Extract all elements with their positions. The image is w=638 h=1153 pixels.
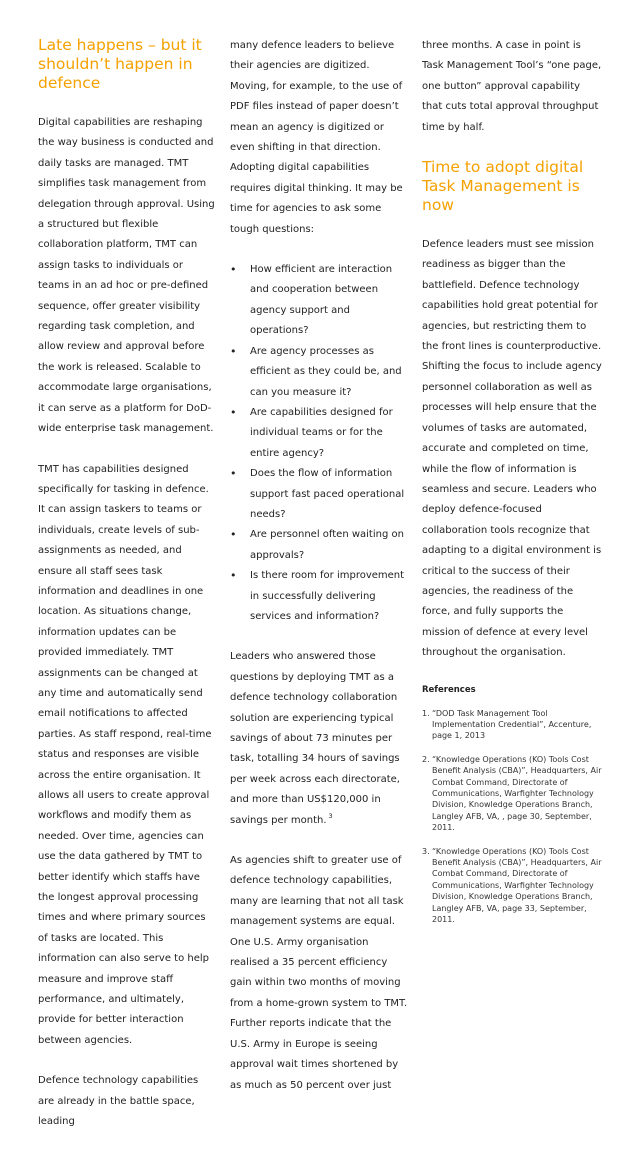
list-item-text: Are capabilities designed for individual teams or for the entire agency? [250, 406, 393, 459]
paragraph: many defence leaders to believe their agencies are digitized. Moving, for example, to the use of PDF files instead of paper doesn’t mean an agency is digitized or even shifting in that direction. Adopting digital capabilities requires digital thinking. It may be time for agencies to ask some tough questions: [230, 40, 403, 235]
list-item [230, 464, 408, 525]
paragraph-savings [230, 647, 408, 831]
bullet-icon: • [230, 405, 237, 419]
paragraph-text: Leaders who answered those questions by deploying TMT as a defence technology collaboration solution are experiencing typical savings of about 73 minutes per task, totalling 34 hours of savings per week across each directorate, and more than US$120,000 in savings per month. [230, 651, 400, 826]
list-item [230, 342, 408, 403]
bullet-icon: • [230, 569, 237, 583]
references-heading: References [422, 684, 476, 695]
paragraph: Digital capabilities are reshaping the way business is conducted and daily tasks are managed. TMT simplifies task management from delegation through approval. Using a structured but flexible collaboration platform, TMT can assign tasks to individuals or teams in an ad hoc or pre-defined sequence, offer greater visibility regarding task completion, and allow review and approval before the work is released. Scalable to accommodate large organisations, it can serve as a platform for DoD-wide enterprise task management. [38, 117, 215, 435]
bullet-icon: • [230, 528, 237, 542]
list-item [230, 403, 408, 464]
paragraph: Defence technology capabilities are already in the battle space, leading [38, 1075, 199, 1128]
column-3 [422, 36, 602, 937]
footnote-marker: 3 [328, 812, 333, 821]
bullet-icon: • [230, 263, 237, 277]
list-item-text: Are personnel often waiting on approvals? [250, 529, 404, 561]
list-item-text: Does the flow of information support fast paced operational needs? [250, 468, 405, 520]
column-1 [38, 36, 216, 1153]
reference-number: 2. [422, 754, 430, 764]
paragraph: Defence leaders must see mission readiness as bigger than the battlefield. Defence technology capabilities hold great potential for agencies, but restricting them to the front lines is counterproductive. Shifting the focus to include agency personnel collaboration as well as processes will help ensure that the volumes of tasks are automated, accurate and completed on time, while the flow of information is seamless and secure. Leaders who deploy defence-focused collaboration tools recognize that adapting to a digital environment is critical to the success of their agencies, the readiness of the force, and fully supports the mission of defence at every level throughout the organisation. [422, 239, 602, 659]
reference-item [422, 708, 602, 742]
list-item-text: How efficient are interaction and cooperation between agency support and operations? [250, 264, 393, 337]
reference-text: “Knowledge Operations (KO) Tools Cost Benefit Analysis (CBA)”, Headquarters, Air Combat Command, Directorate of Communications, Warfighter Technology Division, Knowledge Operations Branch, Langley AFB, VA, , page 30, September, 2011. [432, 754, 602, 833]
paragraph: As agencies shift to greater use of defence technology capabilities, many are learning that not all task management systems are equal. One U.S. Army organisation realised a 35 percent efficiency gain within two months of moving from a home-grown system to TMT. Further reports indicate that the U.S. Army in Europe is seeing approval wait times shortened by as much as 50 percent over just [230, 855, 408, 1091]
reference-number: 3. [422, 846, 430, 856]
list-item-text: Are agency processes as efficient as they could be, and can you measure it? [250, 345, 402, 398]
reference-text: “Knowledge Operations (KO) Tools Cost Benefit Analysis (CBA)”, Headquarters, Air Combat Command, Directorate of Communications, Warfighter Technology Division, Knowledge Operations Branch, Langley AFB, VA, page 33, September, 2011. [432, 846, 602, 925]
paragraph: three months. A case in point is Task Management Tool’s “one page, one button” approval capability that cuts total approval throughput time by half. [422, 40, 602, 133]
reference-number: 1. [422, 708, 430, 718]
paragraph: TMT has capabilities designed specifically for tasking in defence. It can assign taskers to teams or individuals, create levels of sub-assignments as needed, and ensure all staff sees task information and deadlines in one location. As situations change, information updates can be provided immediately. TMT assignments can be changed at any time and automatically send email notifications to affected parties. As staff respond, real-time status and responses are visible across the entire organisation. It allows all users to create approval workflows and modify them as needed. Over time, agencies can use the data gathered by TMT to better identify which staffs have the longest approval processing times and where primary sources of tasks are located. This information can also serve to help measure and improve staff performance, and ultimately, provide for better interaction between agencies. [38, 463, 212, 1046]
bullet-icon: • [230, 344, 237, 358]
section-heading-late-happens: Late happens – but it shouldn’t happen in defence [38, 36, 202, 92]
column-2 [230, 36, 408, 1116]
list-item-text: Is there room for improvement in successfully delivering services and information? [250, 570, 405, 622]
questions-list [230, 260, 408, 627]
bullet-icon: • [230, 467, 237, 481]
reference-text: “DOD Task Management Tool Implementation Credential”, Accenture, page 1, 2013 [432, 708, 592, 741]
list-item [230, 260, 408, 342]
reference-item [422, 754, 602, 834]
list-item [230, 566, 408, 627]
references-list [422, 708, 602, 926]
list-item [230, 525, 408, 566]
section-heading-time-to-adopt: Time to adopt digital Task Management is now [422, 158, 584, 215]
reference-item [422, 846, 602, 926]
